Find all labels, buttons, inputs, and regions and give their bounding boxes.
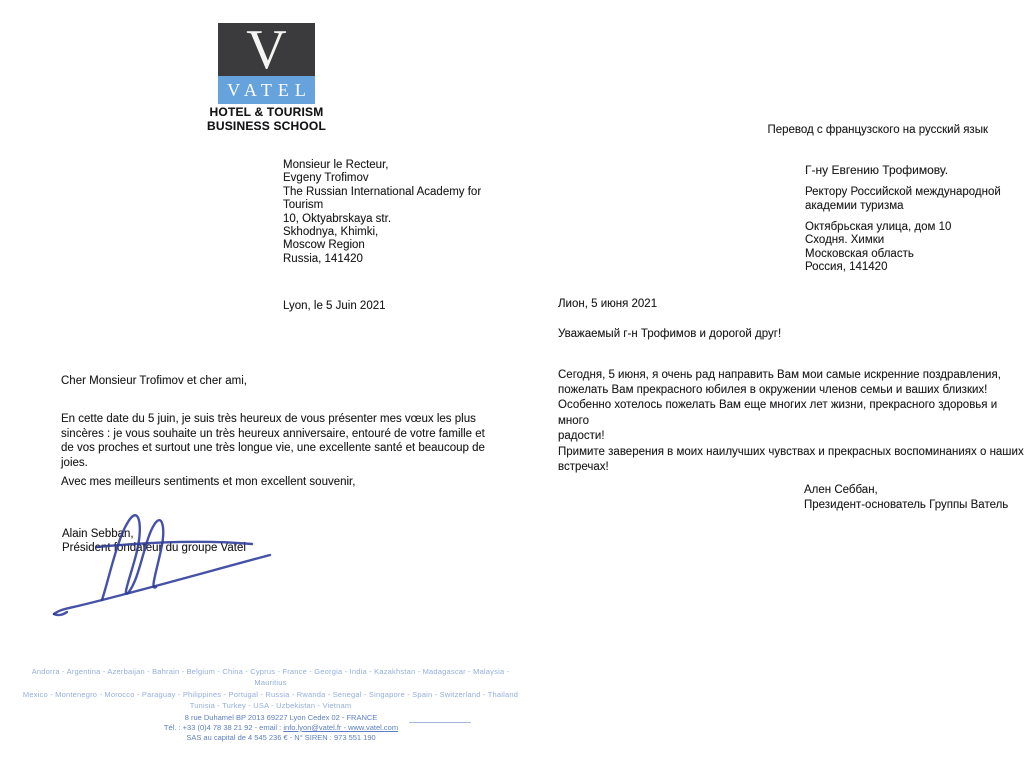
french-closing-line: Avec mes meilleurs sentiments et mon excellent souvenir, bbox=[61, 476, 356, 488]
russian-recipient-address bbox=[805, 221, 951, 275]
handwritten-signature-ink bbox=[40, 505, 300, 625]
address-line: Московская область bbox=[805, 247, 914, 260]
address-line: 10, Oktyabrskaya str. bbox=[283, 212, 392, 225]
body-line: встречах! bbox=[558, 461, 609, 474]
countries-line: Andorra - Argentina - Azerbaijan - Bahrain - Belgium - China - Cyprus - France - Georgia - India - Kazakhstan - Madagascar - Malaysia - Mauritius bbox=[31, 667, 510, 688]
signer-title: Президент-основатель Группы Ватель bbox=[804, 499, 1009, 511]
address-line: Россия, 141420 bbox=[805, 261, 888, 274]
vatel-logo bbox=[218, 23, 315, 104]
countries-line: Mexico - Montenegro - Morocco - Paraguay - Philippines - Portugal - Russia - Rwanda - Senegal - Singapore - Spain - Switzerland - Thailand bbox=[22, 689, 519, 699]
vatel-logo-band bbox=[218, 76, 315, 104]
french-date-line: Lyon, le 5 Juin 2021 bbox=[283, 300, 386, 312]
french-recipient-address bbox=[283, 159, 481, 266]
body-line: de vos proches et surtout une très longue vie, une excellente santé et beaucoup de bbox=[61, 442, 485, 455]
russian-date-line: Лион, 5 июня 2021 bbox=[558, 298, 658, 310]
signer-name: Alain Sebban, bbox=[62, 528, 134, 540]
recipient-title-line: академии туризма bbox=[805, 200, 904, 212]
school-name bbox=[206, 106, 327, 133]
footer-street-address: 8 rue Duhamel BP 2013 69227 Lyon Cedex 02 - FRANCE bbox=[184, 713, 378, 722]
address-line: Tourism bbox=[283, 199, 324, 212]
russian-salutation: Уважаемый г-н Трофимов и дорогой друг! bbox=[558, 328, 782, 340]
footer-legal-line: SAS au capital de 4 545 236 € - N° SIREN : 973 551 190 bbox=[186, 733, 376, 742]
french-salutation: Cher Monsieur Trofimov et cher ami, bbox=[61, 375, 247, 387]
signer-title: Président fondateur du groupe Vatel bbox=[62, 542, 246, 555]
body-line: Сегодня, 5 июня, я очень рад направить Вам мои самые искренние поздравления, bbox=[558, 369, 1001, 381]
signer-name: Ален Себбан, bbox=[804, 484, 878, 496]
russian-body-paragraph-2 bbox=[558, 445, 1024, 475]
russian-body-paragraph-1 bbox=[558, 368, 1024, 444]
body-line: joies. bbox=[61, 456, 88, 469]
address-line: Evgeny Trofimov bbox=[283, 172, 369, 185]
address-line: Russia, 141420 bbox=[283, 252, 363, 265]
footer-contact-line bbox=[150, 723, 412, 733]
russian-signature-block bbox=[804, 483, 1008, 513]
address-line: Октябрьская улица, дом 10 bbox=[805, 221, 952, 233]
body-line: sincères : je vous souhaite un très heureux anniversaire, entouré de votre famille et bbox=[61, 427, 485, 440]
footer-contact-block bbox=[150, 713, 412, 743]
school-name-line1: HOTEL & TOURISM bbox=[209, 105, 324, 119]
countries-line: Tunisia - Turkey - USA - Uzbekistan - Vietnam bbox=[189, 700, 352, 710]
vatel-logo-square bbox=[218, 23, 315, 76]
body-line: радости! bbox=[558, 429, 605, 442]
footer-phone-email-prefix: Tél. : +33 (0)4 78 38 21 92 - email : bbox=[163, 723, 284, 732]
school-name-line2: BUSINESS SCHOOL bbox=[206, 118, 326, 133]
footer-rule-line bbox=[409, 722, 471, 723]
body-line: Особенно хотелось пожелать Вам еще многих лет жизни, прекрасного здоровья и много bbox=[558, 399, 998, 427]
translation-note: Перевод с французского на русский язык bbox=[767, 124, 988, 136]
french-body-paragraph bbox=[61, 412, 485, 470]
address-line: The Russian International Academy for bbox=[283, 185, 482, 198]
address-line: Moscow Region bbox=[283, 239, 365, 252]
vatel-wordmark: VATEL bbox=[227, 79, 312, 100]
footer-email-website-link: info.lyon@vatel.fr - www.vatel.com bbox=[283, 723, 399, 732]
address-line: Monsieur le Recteur, bbox=[283, 159, 389, 171]
recipient-title-line: Ректору Российской международной bbox=[805, 186, 1001, 198]
body-line: En cette date du 5 juin, je suis très heureux de vous présenter mes vœux les plus bbox=[61, 413, 476, 425]
russian-recipient-name: Г-ну Евгению Трофимову. bbox=[805, 163, 949, 177]
body-line: пожелать Вам прекрасного юбилея в окружении членов семьи и ваших близких! bbox=[558, 384, 988, 397]
footer-countries-list bbox=[18, 666, 523, 711]
body-line: Примите заверения в моих наилучших чувствах и прекрасных воспоминаниях о наших bbox=[558, 446, 1024, 458]
vatel-v-monogram-icon: V bbox=[246, 23, 287, 76]
address-line: Сходня. Химки bbox=[805, 234, 885, 247]
russian-recipient-title bbox=[805, 185, 1001, 213]
address-line: Skhodnya, Khimki, bbox=[283, 226, 379, 239]
